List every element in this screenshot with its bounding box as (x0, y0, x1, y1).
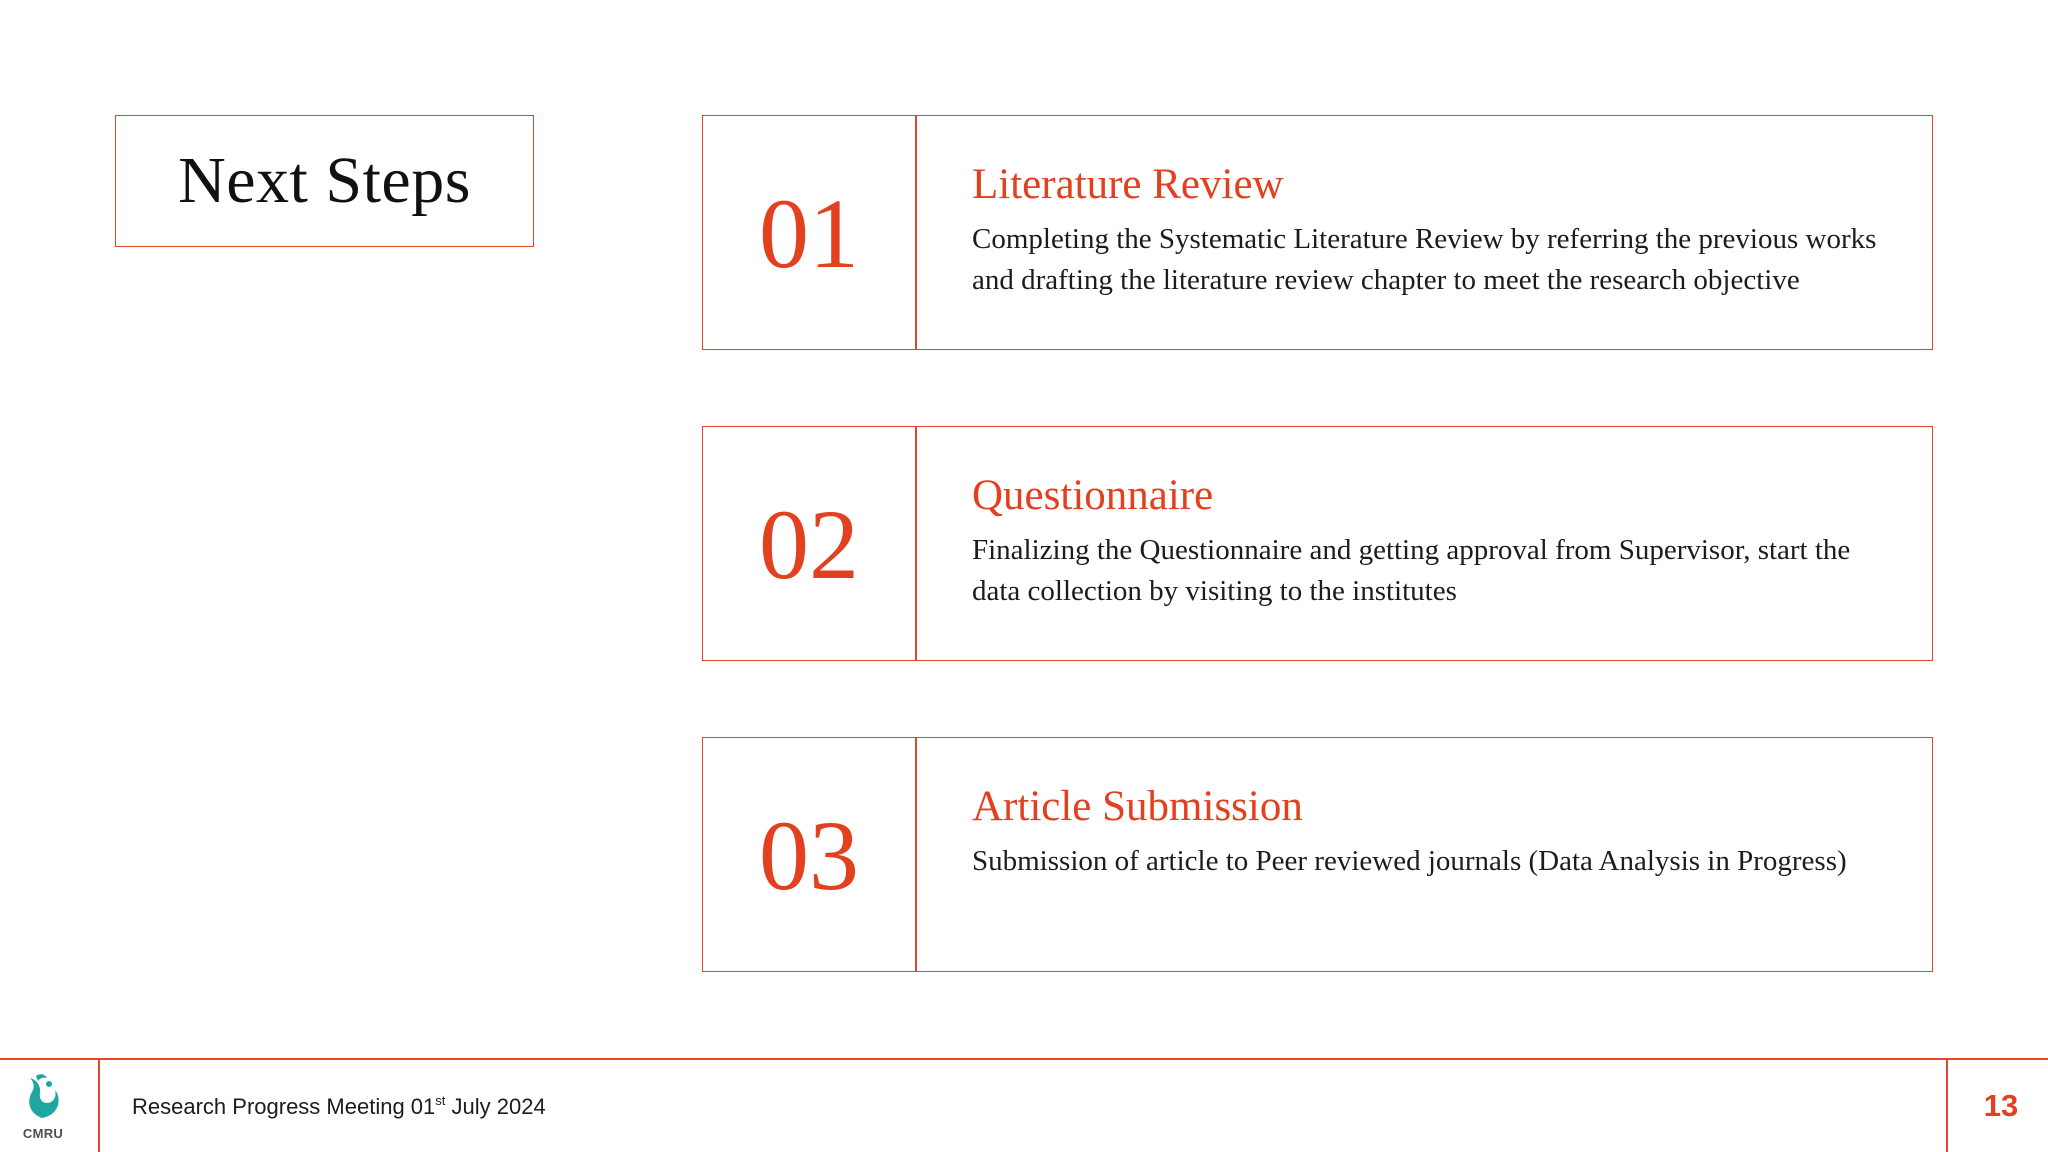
page-number-cell (1946, 1060, 2048, 1152)
step-title-1: Literature Review (972, 161, 1284, 208)
step-body-1 (917, 116, 1932, 349)
page-title: Next Steps (178, 144, 471, 217)
step-body-3 (917, 738, 1932, 971)
meeting-prefix: Research Progress Meeting 01 (132, 1094, 436, 1119)
page-number: 13 (1983, 1088, 2019, 1123)
step-number-2: 02 (703, 427, 917, 660)
step-card-2 (702, 426, 1933, 661)
step-card-3 (702, 737, 1933, 972)
step-card-1 (702, 115, 1933, 350)
meeting-superscript: st (435, 1093, 446, 1108)
cmru-logo-icon (20, 1070, 64, 1120)
footer-bar (0, 1058, 2048, 1152)
step-number-3: 03 (703, 738, 917, 971)
meeting-suffix: July 2024 (445, 1094, 546, 1119)
step-title-2: Questionnaire (972, 472, 1214, 519)
step-description-1: Completing the Systematic Literature Review by referring the previous works and drafting the literature review chapter to meet the research objective (972, 223, 1877, 297)
step-number-1: 01 (703, 116, 917, 349)
step-title-3: Article Submission (972, 783, 1303, 830)
title-box (115, 115, 534, 247)
logo-cell (0, 1060, 100, 1152)
step-body-2 (917, 427, 1932, 660)
footer-meeting-text (132, 1094, 546, 1120)
step-description-3: Submission of article to Peer reviewed journals (Data Analysis in Progress) (972, 845, 1847, 878)
step-description-2: Finalizing the Questionnaire and getting approval from Supervisor, start the data collection by visiting to the institutes (972, 534, 1851, 608)
logo-text: CMRU (22, 1126, 64, 1141)
